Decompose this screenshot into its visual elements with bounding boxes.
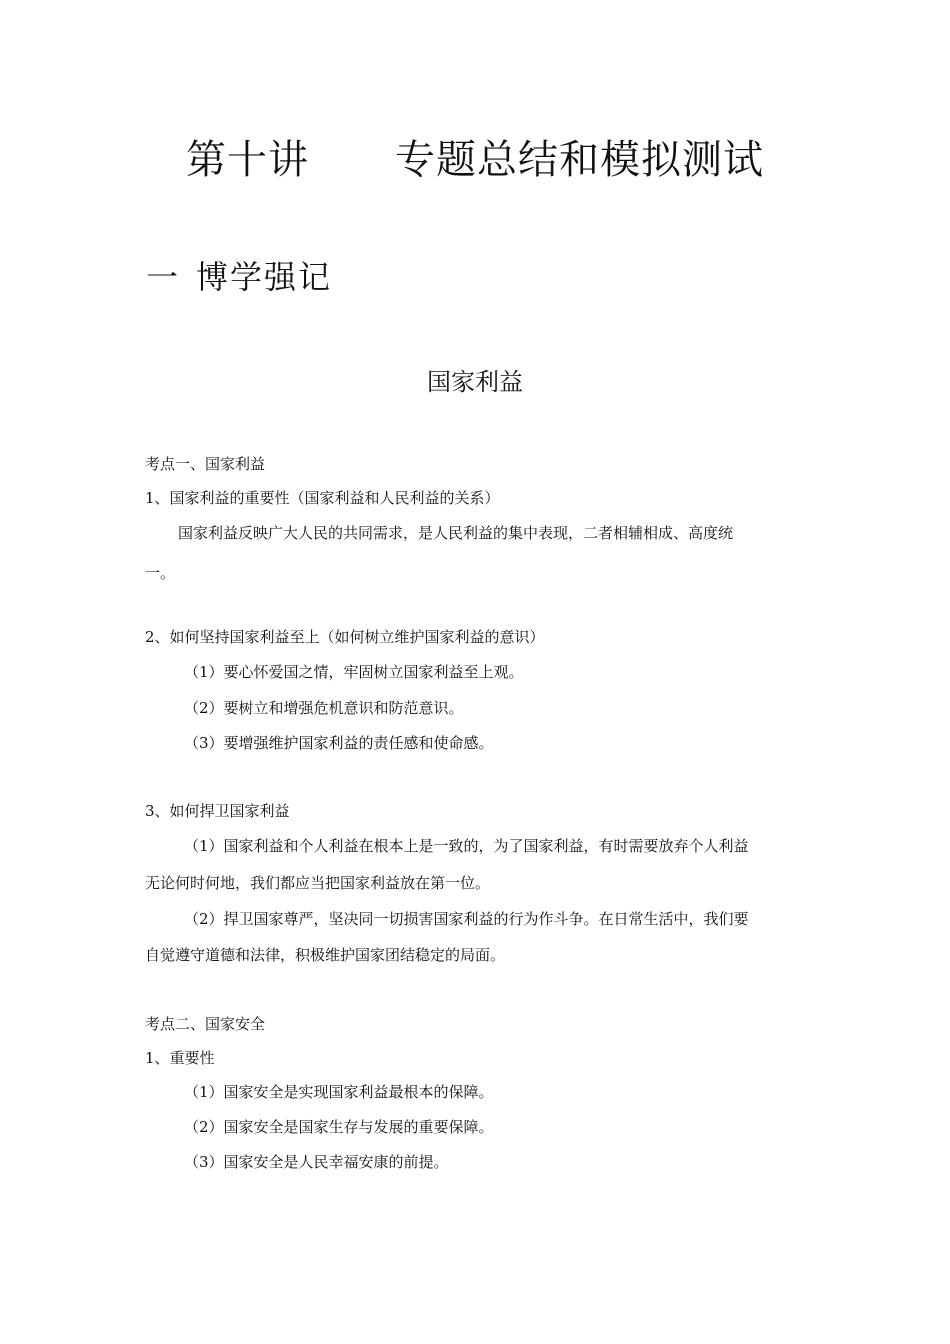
kaodian1-q3-item1-line1: （1）国家利益和个人利益在根本上是一致的，为了国家利益，有时需要放弃个人利益 [184,837,749,855]
list-item: （1）国家安全是实现国家利益最根本的保障。 [184,1083,494,1101]
list-item: （2）要树立和增强危机意识和防范意识。 [184,699,464,717]
kaodian1-q3-heading: 3、如何捍卫国家利益 [145,802,290,820]
list-item: （3）国家安全是人民幸福安康的前提。 [184,1153,449,1171]
kaodian1-heading: 考点一、国家利益 [145,455,266,473]
section-heading [146,252,332,298]
list-item: （2）国家安全是国家生存与发展的重要保障。 [184,1118,494,1136]
kaodian1-q1-paragraph-line1: 国家利益反映广大人民的共同需求，是人民利益的集中表现，二者相辅相成、高度统 [178,524,734,542]
kaodian1-q1-paragraph-line2: 一。 [145,564,176,582]
kaodian1-q3-item1-line2: 无论何时何地，我们都应当把国家利益放在第一位。 [145,874,491,892]
kaodian2-q1-heading: 1、重要性 [145,1049,215,1067]
kaodian1-q1-heading: 1、国家利益的重要性（国家利益和人民利益的关系） [145,489,500,507]
section-number: 一 [146,258,181,296]
kaodian2-heading: 考点二、国家安全 [145,1015,266,1033]
title-topic: 专题总结和模拟测试 [395,137,764,183]
list-item: （1）要心怀爱国之情，牢固树立国家利益至上观。 [184,663,524,681]
kaodian1-q3-item2-line2: 自觉遵守道德和法律，积极维护国家团结稳定的局面。 [145,946,506,964]
kaodian1-q3-item2-line1: （2）捍卫国家尊严，坚决同一切损害国家利益的行为作斗争。在日常生活中，我们要 [184,910,749,928]
subject-heading: 国家利益 [427,368,523,396]
list-item: （3）要增强维护国家利益的责任感和使命感。 [184,734,494,752]
page-title [0,128,950,185]
kaodian1-q2-heading: 2、如何坚持国家利益至上（如何树立维护国家利益的意识） [145,628,545,646]
title-lecture-number: 第十讲 [186,137,309,183]
section-label: 博学强记 [196,258,333,296]
